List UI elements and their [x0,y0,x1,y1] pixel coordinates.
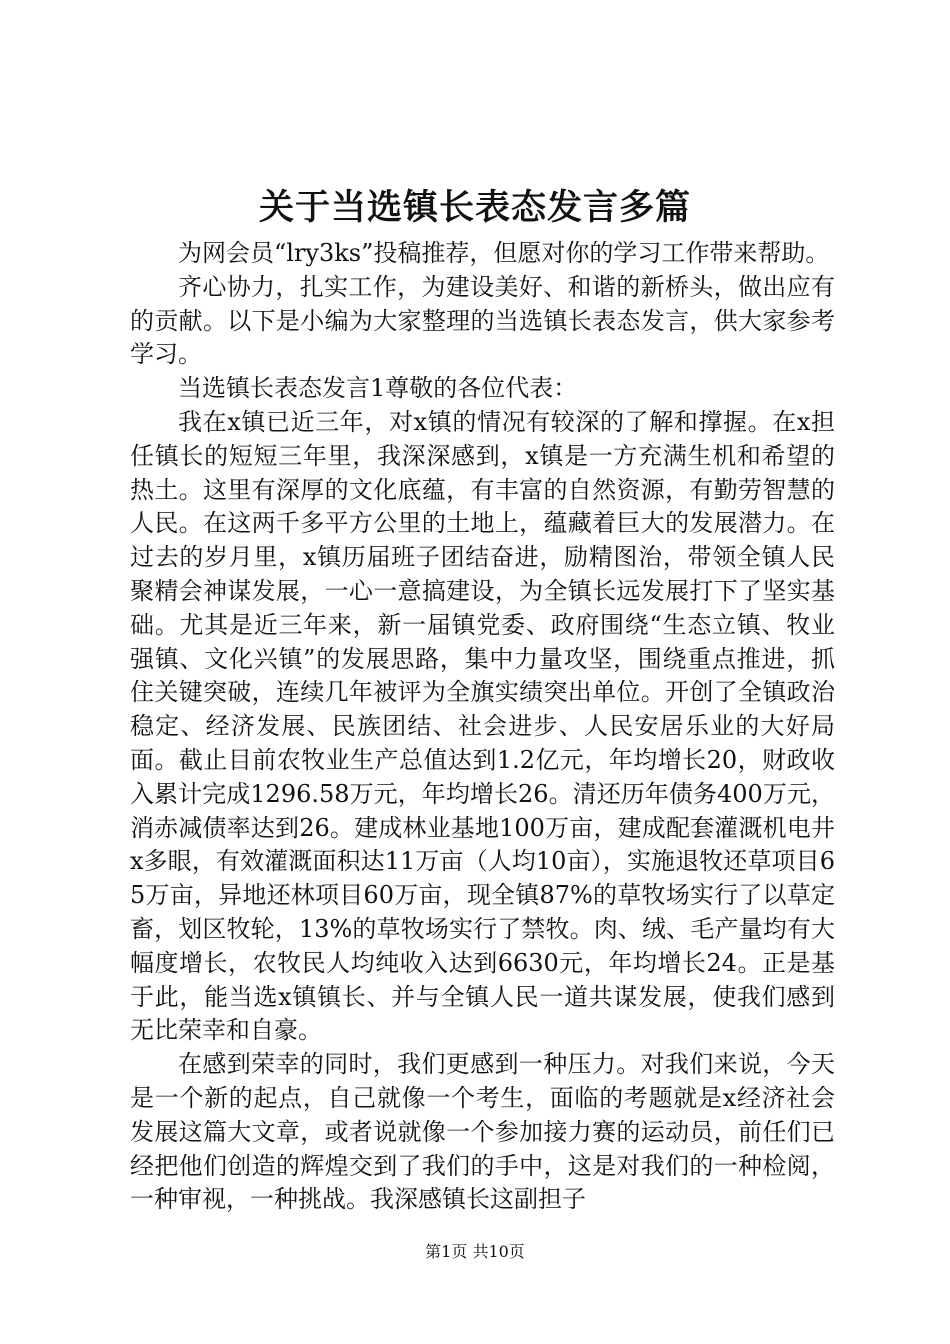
paragraph-summary: 齐心协力，扎实工作，为建设美好、和谐的新桥头，做出应有的贡献。以下是小编为大家整理的当选镇长表态发言，供大家参考学习。 [130,272,835,369]
paragraph-speech-body: 我在x镇已近三年，对x镇的情况有较深的了解和撑握。在x担任镇长的短短三年里，我深深感到，x镇是一方充满生机和希望的热土。这里有深厚的文化底蕴，有丰富的自然资源，有勤劳智慧的人民。在这两千多平方公里的土地上，蕴藏着巨大的发展潜力。在过去的岁月里，x镇历届班子团结奋进，励精图治，带领全镇人民聚精会神谋发展，一心一意搞建设，为全镇长远发展打下了坚实基础。尤其是近三年来，新一届镇党委、政府围绕“生态立镇、牧业强镇、文化兴镇”的发展思路，集中力量攻坚，围绕重点推进，抓住关键突破，连续几年被评为全旗实绩突出单位。开创了全镇政治稳定、经济发展、民族团结、社会进步、人民安居乐业的大好局面。截止目前农牧业生产总值达到1.2亿元，年均增长20，财政收入累计完成1296.58万元，年均增长26。清还历年债务400万元，消赤减债率达到26。建成林业基地100万亩，建成配套灌溉机电井x多眼，有效灌溉面积达11万亩（人均10亩），实施退牧还草项目65万亩，异地还林项目60万亩，现全镇87%的草牧场实行了以草定畜，划区牧轮，13%的草牧场实行了禁牧。肉、绒、毛产量均有大幅度增长，农牧民人均纯收入达到6630元，年均增长24。正是基于此，能当选x镇镇长、并与全镇人民一道共谋发展，使我们感到无比荣幸和自豪。 [130,407,835,1045]
paragraph-speech-heading: 当选镇长表态发言1尊敬的各位代表： [178,374,578,403]
page-footer: 第1页 共10页 [425,1242,525,1261]
document-title: 关于当选镇长表态发言多篇 [258,187,691,228]
paragraph-pressure: 在感到荣幸的同时，我们更感到一种压力。对我们来说，今天是一个新的起点，自己就像一个考生，面临的考题就是x经济社会发展这篇大文章，或者说就像一个参加接力赛的运动员，前任们已经把他们创造的辉煌交到了我们的手中，这是对我们的一种检阅，一种审视，一种挑战。我深感镇长这副担子 [130,1050,835,1214]
document-body [130,237,835,1217]
paragraph-intro: 为网会员“lry3ks”投稿推荐，但愿对你的学习工作带来帮助。 [178,239,830,267]
